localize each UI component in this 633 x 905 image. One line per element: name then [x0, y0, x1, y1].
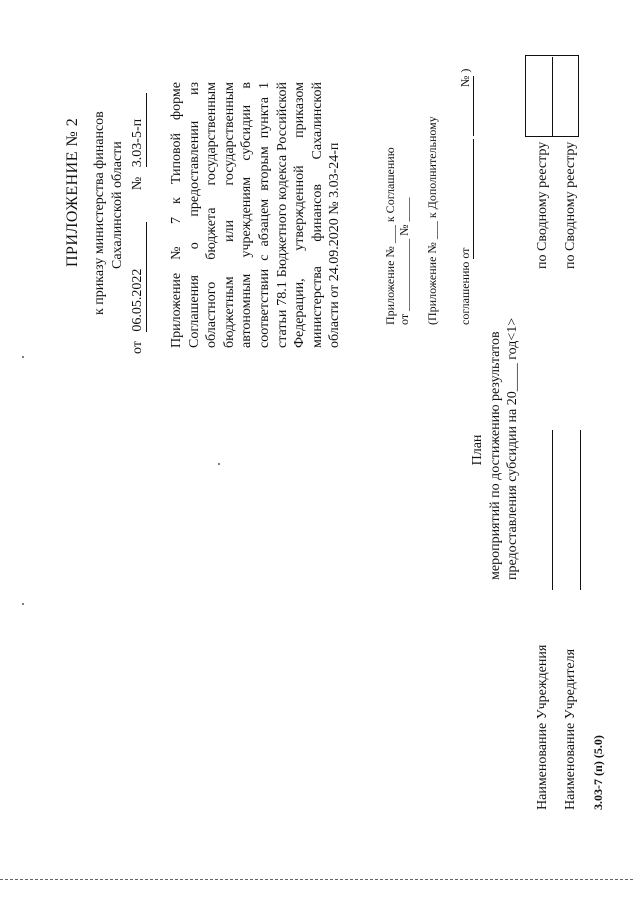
scan-speck — [22, 603, 24, 605]
registry-box-divider — [552, 57, 553, 137]
order-date: 06.05.2022 — [130, 222, 147, 332]
order-number: 3.03-5-п — [130, 93, 147, 167]
plan-title: План — [470, 434, 485, 466]
plan-line-2: предоставления субсидии на 20____ год<1> — [505, 317, 520, 580]
agreement-line-2: от ____________ № ____ — [397, 197, 411, 325]
scan-speck — [218, 463, 220, 465]
institution-label: Наименование Учреждения — [535, 644, 550, 810]
plan-line-1: мероприятий по достижению результатов — [488, 331, 503, 580]
institution-value-line — [552, 430, 553, 590]
region-line: Сахалинской области — [110, 141, 125, 269]
appendix-description: Приложение № 7 к Типовой форме Соглашения о предоставлении из областного бюджета государственным бюджетным или государственным автономным учреждениям субсидии в соответствии с абзацем вторым пункта 1 статьи 78.1 Бюджетного кодекса Российской Федерации, утвержденной приказом министерства финансов Сахалинской области от 24.09.2020 № 3.03-24-п — [169, 82, 343, 348]
agreement-line-3: (Приложение № ___ к Дополнительному — [425, 116, 439, 325]
form-code: 3.03-7 (п) (5.0) — [591, 735, 605, 810]
scan-speck — [22, 356, 24, 358]
agreement-line-4: соглашению от № ) — [458, 68, 472, 325]
order-line: к приказу министерства финансов — [92, 111, 107, 315]
from-label: от — [130, 341, 145, 354]
order-date-line — [130, 93, 147, 354]
agreement-line-1: Приложение № ___ к Соглашению — [383, 147, 397, 325]
founder-value-line — [580, 430, 581, 590]
number-label: № — [130, 176, 145, 191]
registry-label-1: по Сводному реестру — [535, 141, 550, 269]
registry-label-2: по Сводному реестру — [563, 141, 578, 269]
page-bottom-edge — [0, 879, 633, 880]
appendix-title: ПРИЛОЖЕНИЕ № 2 — [64, 117, 81, 267]
founder-label: Наименование Учредителя — [563, 648, 578, 810]
